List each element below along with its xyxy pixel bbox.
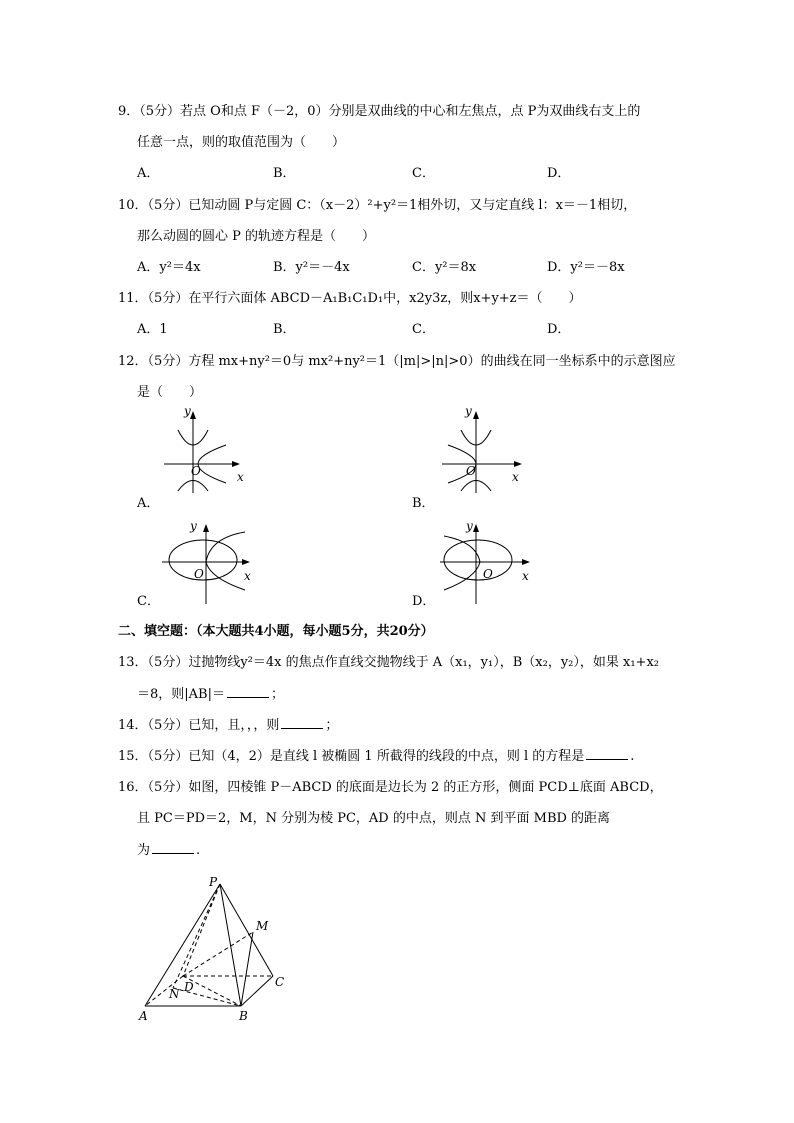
q9-option-c: C． [412,166,435,181]
q14-end: ； [325,718,339,733]
q12-figure-b [440,405,540,495]
label-n: N [169,987,180,1001]
label-p: P [209,875,218,889]
q16-answer-blank [152,841,194,854]
q12-line2: 是（ ） [137,385,203,400]
fig-b-x-label: x [512,470,519,484]
q11-line1: 11．（5分）在平行六面体 ABCD－A₁B₁C₁D₁中，x2y3z，则x+y+z＝（ ） [118,291,582,306]
fig-d-y-label: y [466,519,473,533]
q16-line2: 且 PC＝PD＝2，M，N 分别为棱 PC，AD 的中点，则点 N 到平面 MBD 的距离 [137,811,611,826]
q11-option-b: B． [273,322,296,337]
fig-b-origin: O [466,464,476,478]
label-c: C [275,975,285,989]
q15-text: 15．（5分）已知（4，2）是直线 l 被椭圆 1 所截得的线段的中点，则 l 的方程是 [118,749,585,764]
q14-answer-blank [281,716,323,729]
q11-option-a: A．1 [137,322,168,337]
fig-c-x-label: x [244,569,251,583]
label-d: D [184,980,194,994]
q13-line2-end: ； [270,687,284,702]
q12-figure-d [440,518,540,608]
q12-option-c: C． [137,594,160,609]
fig-a-y-label: y [184,404,191,418]
q9-line1: 9．（5分）若点 O和点 F（－2，0）分别是双曲线的中心和左焦点，点 P为双曲线右支上的 [118,104,641,119]
q13-line2-text: ＝8，则|AB|＝ [137,687,225,702]
section-2-heading: 二、填空题：（本大题共4小题，每小题5分，共20分） [118,624,434,639]
q16-line3 [137,841,200,860]
q16-line1: 16．（5分）如图，四棱锥 P－ABCD 的底面是边长为 2 的正方形，侧面 PCD⊥底面 ABCD， [118,780,663,795]
label-m: M [256,919,269,933]
q12-option-a: A． [137,496,160,511]
q11-option-d: D． [547,322,571,337]
q12-figure-c [160,518,260,608]
q14-line [118,716,338,735]
q15-answer-blank [586,747,628,760]
q10-option-d: D．y²＝－8x [547,260,625,275]
q10-option-b: B．y²＝－4x [273,260,350,275]
fig-c-y-label: y [190,519,197,533]
q11-option-c: C． [412,322,435,337]
label-b: B [239,1009,248,1023]
q9-option-a: A． [137,166,160,181]
fig-a-origin: O [191,464,201,478]
q10-line1: 10．（5分）已知动圆 P与定圆 C：（x－2）²+y²＝1相外切，又与定直线 l：x＝－1相切， [118,198,637,213]
fig-d-x-label: x [522,569,529,583]
q14-text: 14．（5分）已知，且，，，则 [118,718,280,733]
q16-line3-end: . [196,843,201,858]
q15-line [118,747,634,766]
q12-line1: 12．（5分）方程 mx+ny²＝0与 mx²+ny²＝1（|m|>|n|>0）的曲线在同一坐标系中的示意图应 [118,354,676,369]
q9-option-b: B． [273,166,296,181]
q13-line2 [137,685,284,704]
fig-c-origin: O [194,567,204,581]
q12-option-d: D． [412,594,436,609]
label-a: A [139,1009,148,1023]
q16-line3-text: 为 [137,843,151,858]
q12-option-b: B． [412,496,435,511]
q9-line2: 任意一点，则的取值范围为（ ） [137,135,346,150]
q12-figure-a [160,405,260,495]
q13-answer-blank [227,685,269,698]
fig-d-origin: O [483,567,493,581]
q16-pyramid-figure [135,870,295,1030]
fig-a-x-label: x [237,470,244,484]
q9-option-d: D． [547,166,571,181]
q10-option-a: A．y²＝4x [137,260,201,275]
q15-end: . [630,749,635,764]
q10-line2: 那么动圆的圆心 P 的轨迹方程是（ ） [137,229,376,244]
q10-option-c: C．y²＝8x [412,260,477,275]
fig-b-y-label: y [465,404,472,418]
q13-line1: 13．（5分）过抛物线y²＝4x 的焦点作直线交抛物线于 A（x₁，y₁），B（x₂，y₂），如果 x₁+x₂ [118,655,659,670]
